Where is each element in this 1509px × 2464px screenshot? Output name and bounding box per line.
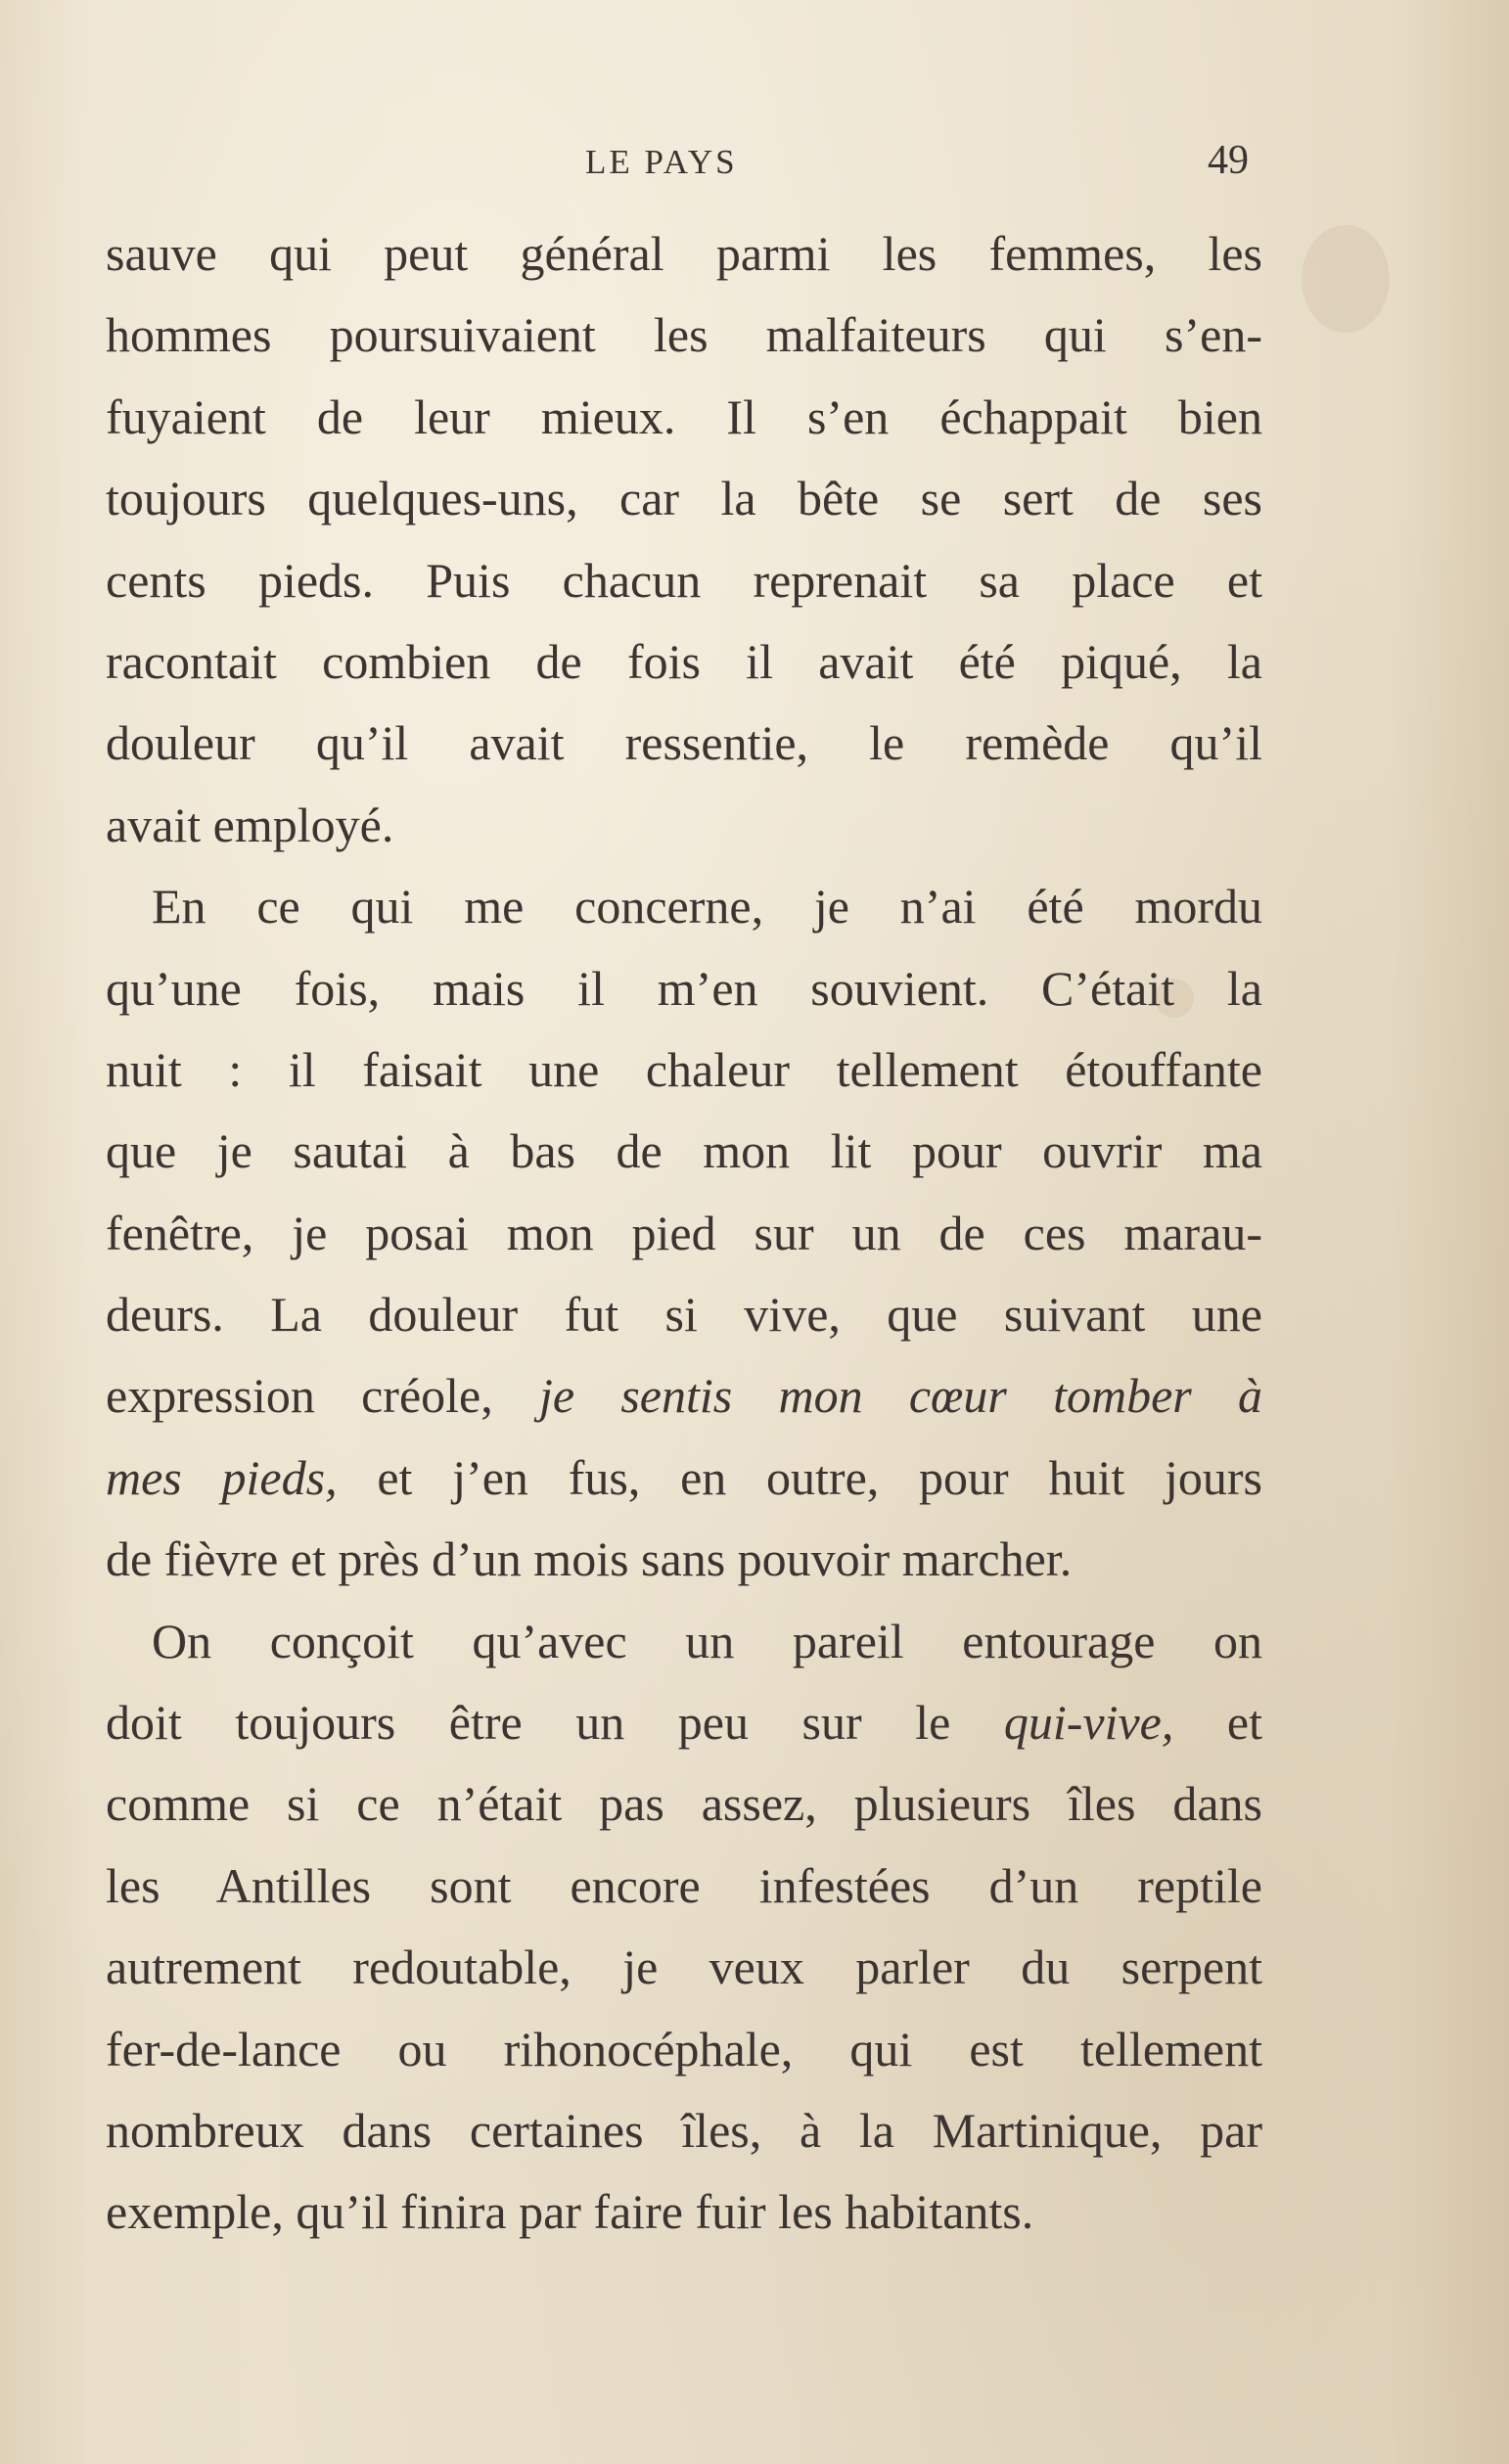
text-line: les Antilles sont encore infestées d’un reptile	[106, 1857, 1262, 1913]
text-line: fuyaient de leur mieux. Il s’en échappait bien	[106, 388, 1262, 444]
text-line: qu’une fois, mais il m’en souvient. C’était la	[106, 960, 1262, 1016]
page-number: 49	[1208, 138, 1249, 183]
text-line: fenêtre, je posai mon pied sur un de ces marau-	[106, 1205, 1262, 1260]
text-line: de fièvre et près d’un mois sans pouvoir marcher.	[106, 1531, 1073, 1587]
text-line: douleur qu’il avait ressentie, le remède qu’il	[106, 715, 1262, 771]
text-line: avait employé.	[106, 797, 394, 852]
text-line	[106, 1437, 1262, 1519]
text-line: nombreux dans certaines îles, à la Martinique, par	[106, 2102, 1262, 2158]
text-line: autrement redoutable, je veux parler du serpent	[106, 1939, 1262, 1995]
text-line: On conçoit qu’avec un pareil entourage on	[152, 1613, 1262, 1668]
text-line: En ce qui me concerne, je n’ai été mordu	[152, 879, 1262, 935]
text-line: sauve qui peut général parmi les femmes, les	[106, 226, 1262, 281]
italic-segment: mes pieds,	[106, 1449, 338, 1505]
text-line	[106, 1682, 1262, 1763]
text-line: racontait combien de fois il avait été piqué, la	[106, 633, 1262, 689]
paper-stain	[1302, 225, 1390, 333]
italic-segment: qui-vive,	[1003, 1695, 1174, 1751]
text-line	[106, 1355, 1262, 1437]
line-segment: expression créole,	[106, 1368, 539, 1424]
running-title: LE PAYS	[585, 143, 738, 181]
text-line: nuit : il faisait une chaleur tellement étouffante	[106, 1041, 1262, 1097]
body-text	[106, 213, 1262, 2254]
italic-segment: je sentis mon cœur tomber à	[538, 1368, 1263, 1424]
text-line: deurs. La douleur fut si vive, que suivant une	[106, 1287, 1262, 1343]
line-segment: et j’en fus, en outre, pour huit jours	[337, 1449, 1262, 1505]
line-segment: doit toujours être un peu sur le	[106, 1695, 1004, 1751]
line-segment: et	[1173, 1695, 1262, 1751]
text-line: toujours quelques-uns, car la bête se sert de ses	[106, 471, 1262, 526]
text-line: fer-de-lance ou rihonocéphale, qui est tellement	[106, 2021, 1262, 2076]
text-line: que je sautai à bas de mon lit pour ouvrir ma	[106, 1123, 1262, 1179]
text-line: exemple, qu’il finira par faire fuir les habitants.	[106, 2184, 1034, 2240]
text-line: comme si ce n’était pas assez, plusieurs îles dans	[106, 1776, 1262, 1832]
text-line: hommes poursuivaient les malfaiteurs qui s’en-	[106, 307, 1262, 363]
running-head	[0, 137, 1509, 196]
text-line: cents pieds. Puis chacun reprenait sa place et	[106, 552, 1262, 608]
